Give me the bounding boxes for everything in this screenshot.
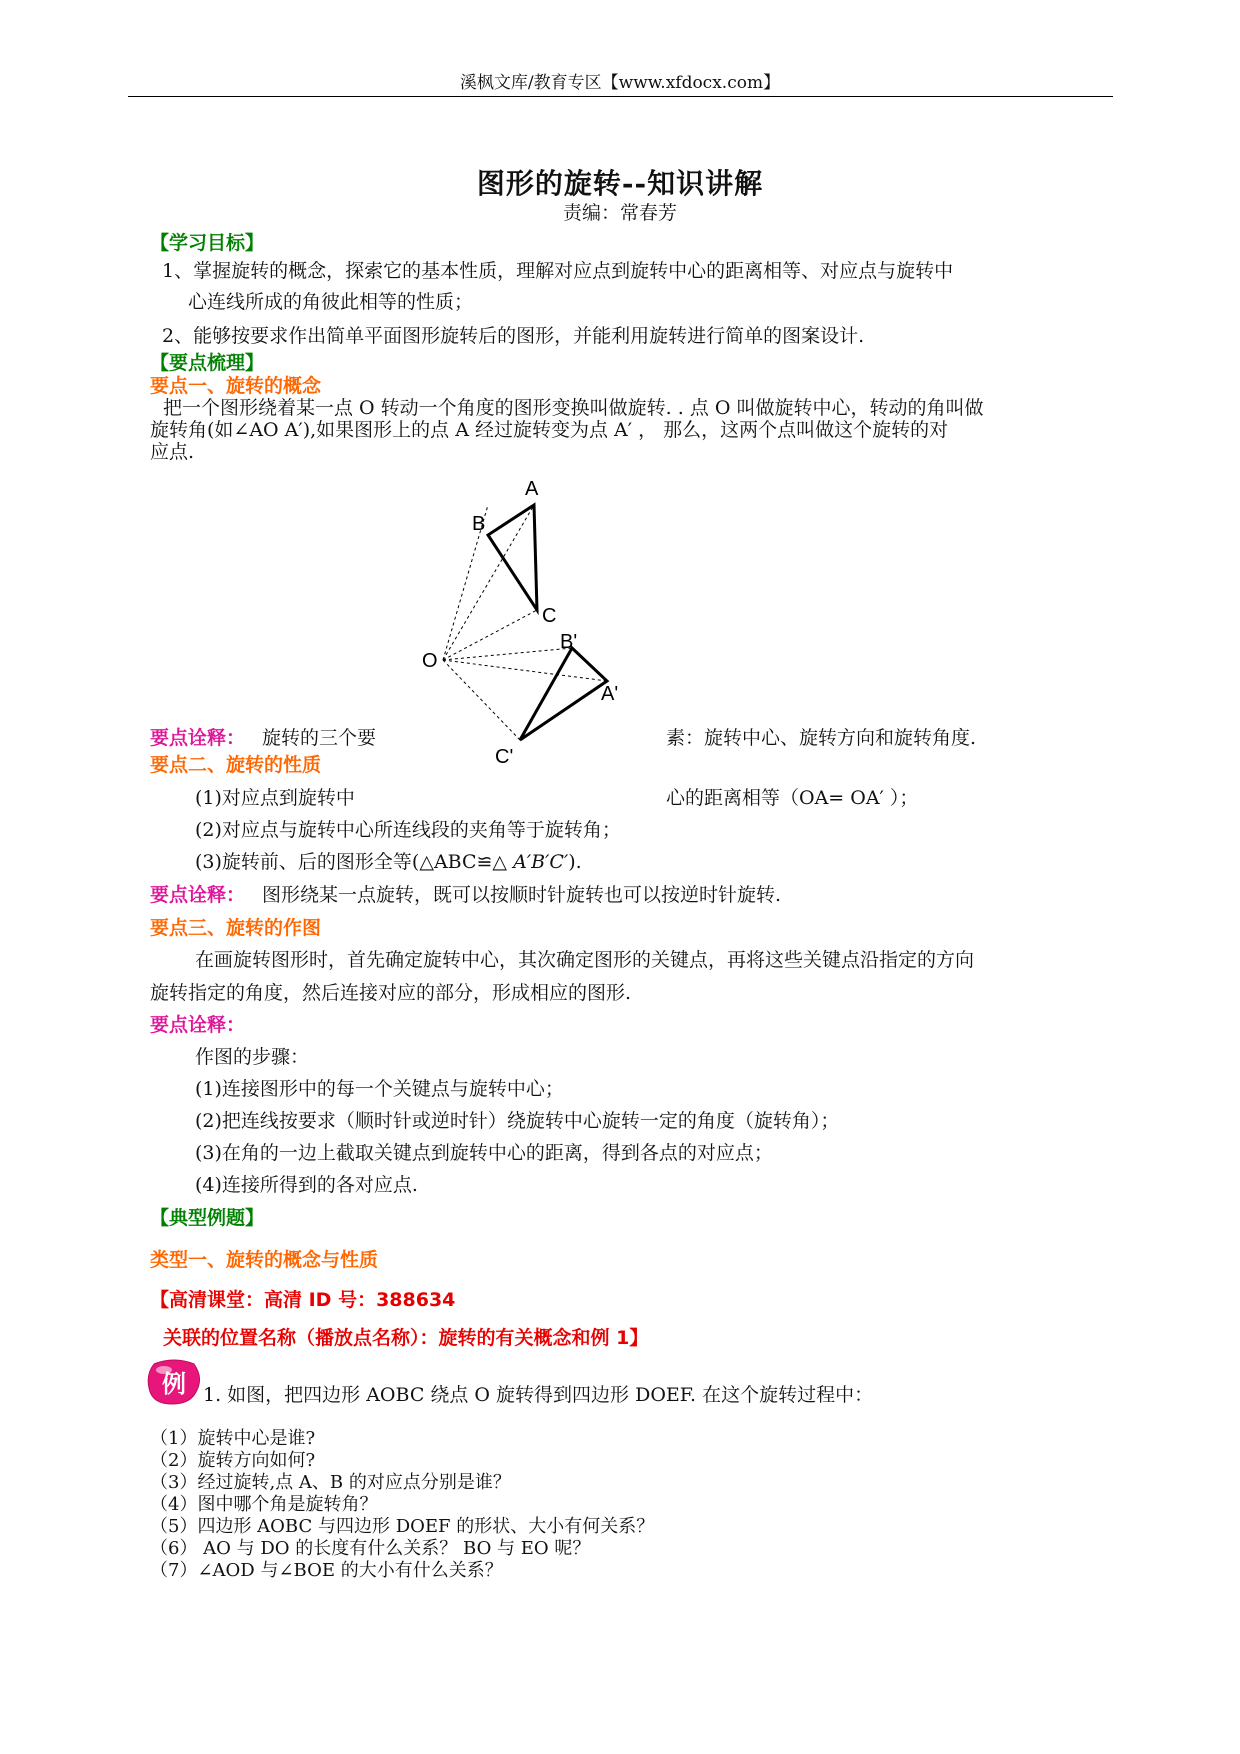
question-2: （2）旋转方向如何?: [150, 1450, 316, 1471]
examples-heading: 【典型例题】: [150, 1207, 265, 1229]
point1-note-left: 旋转的三个要: [262, 727, 377, 749]
point3-line-2: 旋转指定的角度，然后连接对应的部分，形成相应的图形.: [150, 982, 632, 1004]
label-b: B: [472, 513, 486, 535]
summary-heading: 【要点梳理】: [150, 352, 265, 374]
example-1-text: 1. 如图，把四边形 AOBC 绕点 O 旋转得到四边形 DOEF. 在这个旋转过程中：: [203, 1384, 874, 1406]
question-6: （6） AO 与 DO 的长度有什么关系？ BO 与 EO 呢？: [150, 1538, 591, 1559]
property-2: (2)对应点与旋转中心所连线段的夹角等于旋转角；: [195, 819, 621, 841]
property-3-suffix: ).: [568, 851, 582, 873]
question-7: （7）∠AOD 与∠BOE 的大小有什么关系？: [150, 1560, 503, 1581]
point3-note-label: 要点诠释：: [150, 1014, 246, 1036]
label-a: A: [525, 478, 539, 500]
goal-item-2: 2、能够按要求作出简单平面图形旋转后的图形，并能利用旋转进行简单的图案设计.: [162, 325, 865, 347]
goals-heading: 【学习目标】: [150, 232, 265, 254]
example-badge-text: 例: [162, 1370, 186, 1398]
point2-note-text: 图形绕某一点旋转，既可以按顺时针旋转也可以按逆时针旋转.: [262, 884, 782, 906]
step-2: (2)把连线按要求（顺时针或逆时针）绕旋转中心旋转一定的角度（旋转角）；: [195, 1110, 840, 1132]
triangle-abc: [488, 505, 537, 610]
hd-class-id: 【高清课堂：高清 ID 号：388634: [150, 1289, 456, 1311]
rotation-figure: [405, 470, 655, 770]
property-3: [195, 847, 582, 874]
goal-item-1-line-1: 1、掌握旋转的概念，探索它的基本性质，理解对应点到旋转中心的距离相等、对应点与旋转中: [162, 260, 954, 282]
question-5: （5）四边形 AOBC 与四边形 DOEF 的形状、大小有何关系？: [150, 1516, 655, 1537]
triangle-a1b1c1: [520, 648, 607, 740]
label-c-prime: C': [495, 746, 514, 768]
label-o: O: [422, 650, 438, 672]
label-c: C: [542, 605, 557, 627]
point1-note-label: 要点诠释：: [150, 727, 246, 749]
editor-credit: 责编：常春芳: [562, 202, 677, 224]
step-3: (3)在角的一边上截取关键点到旋转中心的距离，得到各点的对应点；: [195, 1142, 773, 1164]
step-4: (4)连接所得到的各对应点.: [195, 1174, 418, 1196]
page-title: 图形的旋转--知识讲解: [476, 167, 764, 200]
related-position: 关联的位置名称（播放点名称）：旋转的有关概念和例 1】: [163, 1327, 649, 1349]
header-divider: [128, 96, 1113, 97]
point3-line-1: 在画旋转图形时，首先确定旋转中心，其次确定图形的关键点，再将这些关键点沿指定的方向: [195, 949, 975, 971]
point2-heading: 要点二、旋转的性质: [150, 754, 322, 776]
property-3-triangle: A′B′C′: [513, 851, 569, 873]
property-1-left: (1)对应点到旋转中: [195, 787, 355, 809]
type1-heading: 类型一、旋转的概念与性质: [150, 1249, 379, 1271]
question-4: （4）图中哪个角是旋转角？: [150, 1494, 378, 1515]
page-header: 溪枫文库/教育专区【www.xfdocx.com】: [459, 73, 781, 93]
point1-note-right: 素：旋转中心、旋转方向和旋转角度.: [666, 727, 977, 749]
point3-heading: 要点三、旋转的作图: [150, 917, 322, 939]
question-1: （1）旋转中心是谁?: [150, 1428, 316, 1449]
steps-title: 作图的步骤：: [195, 1046, 310, 1068]
example-badge-icon: [146, 1358, 204, 1408]
dashed-construction-lines: [443, 505, 607, 740]
label-a-prime: A': [601, 683, 619, 705]
point1-line-1: 把一个图形绕着某一点 O 转动一个角度的图形变换叫做旋转. . 点 O 叫做旋转中心，转动的角叫做: [163, 397, 984, 419]
step-1: (1)连接图形中的每一个关键点与旋转中心；: [195, 1078, 564, 1100]
point1-heading: 要点一、旋转的概念: [150, 375, 322, 397]
goal-item-1-line-2: 心连线所成的角彼此相等的性质；: [188, 291, 474, 313]
label-b-prime: B': [560, 631, 578, 653]
point1-line-3: 应点.: [150, 441, 195, 463]
point2-note-label: 要点诠释：: [150, 884, 246, 906]
question-3: （3）经过旋转,点 A、B 的对应点分别是谁？: [150, 1472, 511, 1493]
point1-line-2: 旋转角(如∠AO A′),如果图形上的点 A 经过旋转变为点 A′ ， 那么，这两个点叫做这个旋转的对: [150, 419, 949, 441]
property-3-prefix: (3)旋转前、后的图形全等(△ABC≌△: [195, 851, 514, 873]
property-1-right: 心的距离相等（OA= OA′ ）；: [666, 787, 919, 809]
